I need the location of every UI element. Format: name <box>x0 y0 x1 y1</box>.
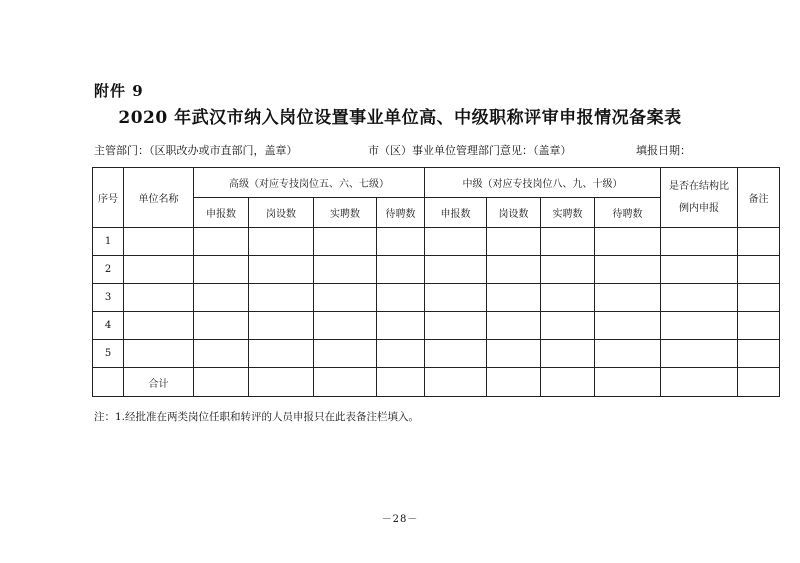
header-senior-group: 高级（对应专技岗位五、六、七级） <box>194 168 425 198</box>
total-label: 合计 <box>124 368 194 397</box>
row-number: 5 <box>93 340 124 368</box>
cell-middle-employed[interactable] <box>541 340 595 368</box>
header-remark: 备注 <box>738 168 780 228</box>
form-title: 2020 年武汉市纳入岗位设置事业单位高、中级职称评审申报情况备案表 <box>118 108 682 128</box>
header-middle-pending: 待聘数 <box>595 198 661 228</box>
cell-remark[interactable] <box>738 228 780 256</box>
header-middle-posts: 岗设数 <box>487 198 541 228</box>
row-number: 4 <box>93 312 124 340</box>
cell-middle-posts[interactable] <box>487 228 541 256</box>
cell-senior-posts[interactable] <box>249 228 314 256</box>
header-ratio: 是否在结构比例内申报 <box>661 168 738 228</box>
cell-remark[interactable] <box>738 340 780 368</box>
cell-middle-applied[interactable] <box>425 340 487 368</box>
total-row <box>93 368 780 397</box>
total-senior-pending[interactable] <box>377 368 425 397</box>
cell-senior-employed[interactable] <box>314 256 377 284</box>
cell-unit-name[interactable] <box>124 284 194 312</box>
cell-middle-employed[interactable] <box>541 256 595 284</box>
attachment-label: 附件 9 <box>94 82 144 100</box>
header-senior-posts: 岗设数 <box>249 198 314 228</box>
cell-middle-posts[interactable] <box>487 340 541 368</box>
cell-middle-employed[interactable] <box>541 228 595 256</box>
total-remark[interactable] <box>738 368 780 397</box>
cell-senior-employed[interactable] <box>314 340 377 368</box>
cell-middle-applied[interactable] <box>425 284 487 312</box>
cell-middle-applied[interactable] <box>425 256 487 284</box>
page-number: －28－ <box>381 514 419 525</box>
cell-senior-pending[interactable] <box>377 340 425 368</box>
cell-ratio[interactable] <box>661 340 738 368</box>
total-middle-posts[interactable] <box>487 368 541 397</box>
total-seq-cell <box>93 368 124 397</box>
cell-senior-pending[interactable] <box>377 228 425 256</box>
cell-senior-employed[interactable] <box>314 228 377 256</box>
cell-ratio[interactable] <box>661 228 738 256</box>
cell-middle-employed[interactable] <box>541 312 595 340</box>
cell-middle-pending[interactable] <box>595 228 661 256</box>
cell-senior-posts[interactable] <box>249 256 314 284</box>
cell-middle-posts[interactable] <box>487 312 541 340</box>
cell-senior-pending[interactable] <box>377 284 425 312</box>
header-seq: 序号 <box>93 168 124 228</box>
total-middle-applied[interactable] <box>425 368 487 397</box>
cell-ratio[interactable] <box>661 312 738 340</box>
header-senior-employed: 实聘数 <box>314 198 377 228</box>
cell-senior-applied[interactable] <box>194 228 249 256</box>
header-row-1 <box>93 168 780 198</box>
table-row <box>93 284 780 312</box>
header-unit-name: 单位名称 <box>124 168 194 228</box>
cell-middle-employed[interactable] <box>541 284 595 312</box>
cell-middle-pending[interactable] <box>595 284 661 312</box>
cell-unit-name[interactable] <box>124 228 194 256</box>
total-senior-employed[interactable] <box>314 368 377 397</box>
cell-middle-posts[interactable] <box>487 256 541 284</box>
cell-unit-name[interactable] <box>124 256 194 284</box>
cell-unit-name[interactable] <box>124 312 194 340</box>
cell-middle-pending[interactable] <box>595 312 661 340</box>
table-row <box>93 340 780 368</box>
cell-remark[interactable] <box>738 312 780 340</box>
row-number: 3 <box>93 284 124 312</box>
header-senior-applied: 申报数 <box>194 198 249 228</box>
total-senior-applied[interactable] <box>194 368 249 397</box>
mgmt-opinion-field: 市（区）事业单位管理部门意见：（盖章） <box>368 144 572 157</box>
cell-middle-pending[interactable] <box>595 340 661 368</box>
header-senior-pending: 待聘数 <box>377 198 425 228</box>
cell-senior-applied[interactable] <box>194 284 249 312</box>
header-middle-group: 中级（对应专技岗位八、九、十级） <box>425 168 661 198</box>
cell-ratio[interactable] <box>661 256 738 284</box>
table-row <box>93 228 780 256</box>
fill-date-field: 填报日期： <box>636 144 691 157</box>
total-middle-employed[interactable] <box>541 368 595 397</box>
cell-middle-applied[interactable] <box>425 228 487 256</box>
cell-unit-name[interactable] <box>124 340 194 368</box>
cell-remark[interactable] <box>738 284 780 312</box>
row-number: 2 <box>93 256 124 284</box>
competent-dept-field: 主管部门：（区职改办或市直部门，盖章） <box>94 144 298 157</box>
cell-senior-applied[interactable] <box>194 256 249 284</box>
row-number: 1 <box>93 228 124 256</box>
cell-middle-pending[interactable] <box>595 256 661 284</box>
cell-middle-applied[interactable] <box>425 312 487 340</box>
cell-senior-applied[interactable] <box>194 312 249 340</box>
cell-senior-posts[interactable] <box>249 340 314 368</box>
header-middle-employed: 实聘数 <box>541 198 595 228</box>
table-row <box>93 312 780 340</box>
cell-senior-pending[interactable] <box>377 256 425 284</box>
cell-senior-employed[interactable] <box>314 284 377 312</box>
cell-senior-posts[interactable] <box>249 312 314 340</box>
cell-senior-pending[interactable] <box>377 312 425 340</box>
cell-ratio[interactable] <box>661 284 738 312</box>
footnote: 注：1.经批准在两类岗位任职和转评的人员申报只在此表备注栏填入。 <box>94 411 420 423</box>
cell-senior-employed[interactable] <box>314 312 377 340</box>
cell-remark[interactable] <box>738 256 780 284</box>
filing-table <box>92 167 780 397</box>
total-middle-pending[interactable] <box>595 368 661 397</box>
cell-senior-applied[interactable] <box>194 340 249 368</box>
cell-middle-posts[interactable] <box>487 284 541 312</box>
header-middle-applied: 申报数 <box>425 198 487 228</box>
cell-senior-posts[interactable] <box>249 284 314 312</box>
total-ratio[interactable] <box>661 368 738 397</box>
table-row <box>93 256 780 284</box>
total-senior-posts[interactable] <box>249 368 314 397</box>
